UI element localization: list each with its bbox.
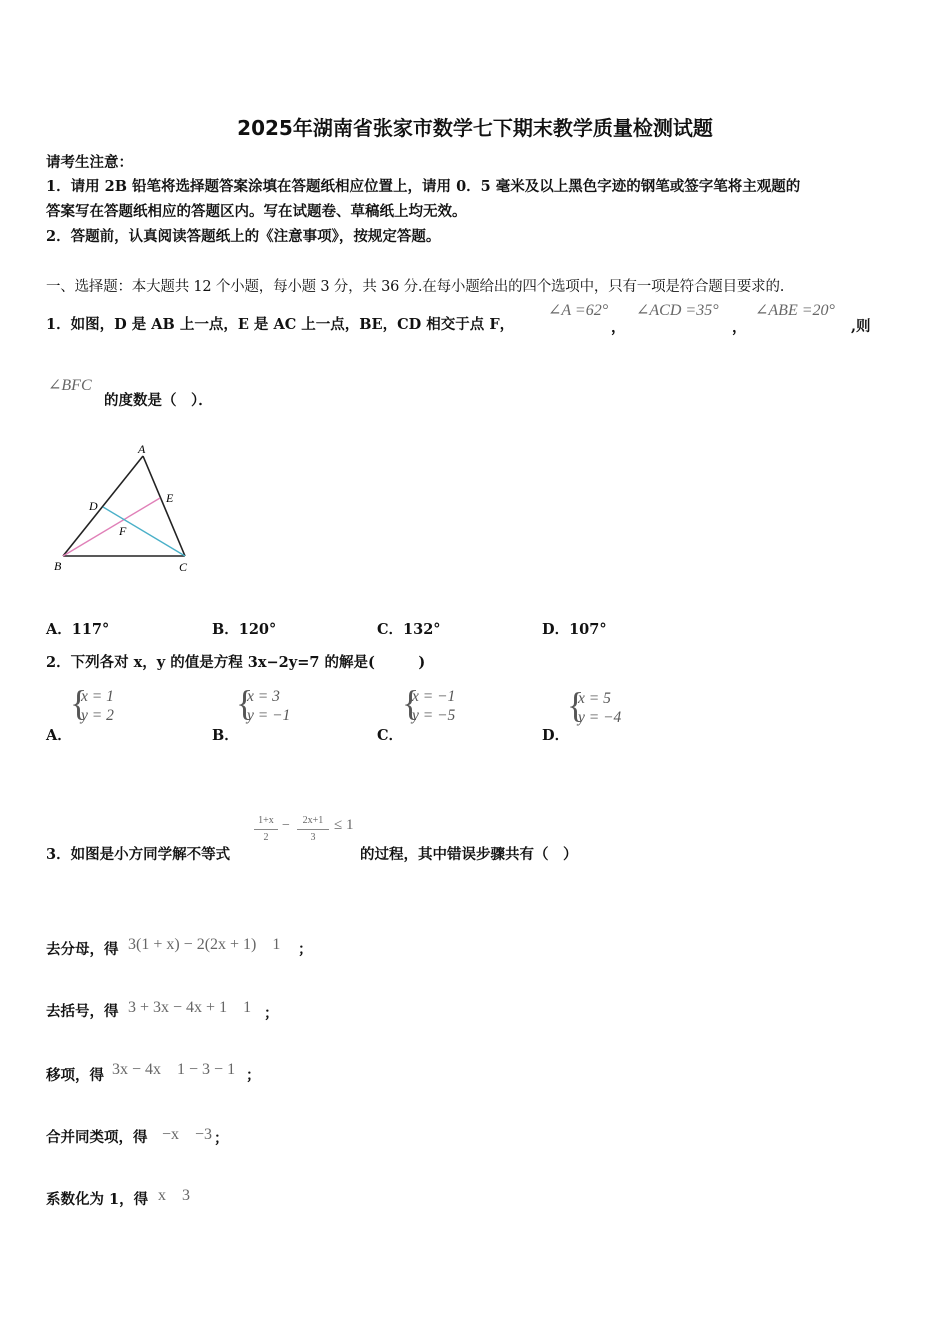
q3-tail: 的过程，其中错误步骤共有（ ） — [360, 846, 578, 863]
q3-step-3-expr: 3x − 4x 1 − 3 − 1 — [112, 1061, 236, 1078]
segment-be — [63, 498, 160, 556]
q3-step-3-end: ； — [246, 1067, 261, 1084]
label-f: F — [119, 524, 127, 538]
ineq-bar-1 — [254, 829, 278, 830]
ineq-den-2: 3 — [310, 832, 316, 843]
q1-text: 1．如图，D 是 AB 上一点，E 是 AC 上一点，BE，CD 相交于点 F， — [46, 316, 515, 333]
q1-angle-bfc: ∠BFC — [48, 377, 92, 394]
label-d: D — [89, 499, 98, 513]
q3-step-4-end: ； — [214, 1130, 229, 1147]
page-title: 2025年湖南省张家市数学七下期末教学质量检测试题 — [237, 116, 713, 140]
ineq-num-1: 1+x — [258, 815, 274, 826]
q3-step-2-end: ； — [264, 1005, 279, 1022]
q3-step-3-label: 移项，得 — [46, 1067, 104, 1084]
label-b: B — [54, 559, 62, 573]
q2-c-brace: { — [402, 683, 420, 723]
q2-option-c[interactable]: C． — [377, 727, 404, 744]
label-a: A — [138, 442, 146, 456]
segment-cd — [103, 507, 185, 556]
q2-c-system: x = −1 y = −5 — [412, 688, 456, 724]
q3-text: 3．如图是小方同学解不等式 — [46, 846, 231, 863]
q1-condition-a: ∠A =62° — [548, 302, 609, 319]
q1-option-b[interactable]: B．120° — [212, 621, 277, 638]
q2-a-system: x = 1 y = 2 — [81, 688, 114, 724]
q2-b-system: x = 3 y = −1 — [247, 688, 291, 724]
q1-condition-acd: ∠ACD =35° — [636, 302, 719, 319]
q1-then: ,则 — [851, 318, 871, 335]
notice-line-1b: 答案写在答题纸相应的答题区内。写在试题卷、草稿纸上均无效。 — [46, 203, 467, 220]
ineq-den-1: 2 — [263, 832, 269, 843]
q1-separator-1: ， — [611, 319, 626, 336]
q3-step-1-label: 去分母，得 — [46, 941, 119, 958]
q3-step-2-label: 去括号，得 — [46, 1003, 119, 1020]
q1-option-a[interactable]: A．117° — [46, 621, 110, 638]
label-c: C — [179, 560, 188, 574]
ineq-minus: − — [282, 818, 290, 833]
q1-condition-abe: ∠ABE =20° — [755, 302, 835, 319]
q2-d-brace: { — [567, 685, 585, 725]
section-1-heading: 一、选择题：本大题共 12 个小题，每小题 3 分，共 36 分.在每小题给出的四个选项中，只有一项是符合题目要求的. — [46, 279, 785, 295]
side-ab — [63, 456, 143, 556]
notice-heading: 请考生注意： — [46, 154, 133, 171]
q3-step-1-end: ； — [298, 941, 313, 958]
ineq-rhs: ≤ 1 — [334, 817, 354, 833]
q2-option-d[interactable]: D． — [542, 727, 570, 744]
q2-d-system: x = 5 y = −4 — [578, 690, 622, 726]
ineq-num-2: 2x+1 — [302, 815, 324, 826]
q2-option-a[interactable]: A． — [46, 727, 72, 744]
q2-text: 2．下列各对 x，y 的值是方程 3x−2y=7 的解是( ) — [46, 654, 426, 671]
q3-step-5-label: 系数化为 1，得 — [46, 1191, 149, 1208]
q1-option-c[interactable]: C．132° — [377, 621, 441, 638]
q1-triangle-figure — [44, 440, 204, 580]
q3-step-4-expr: −x −3 — [162, 1126, 213, 1143]
label-e: E — [166, 491, 174, 505]
q3-step-4-label: 合并同类项，得 — [46, 1129, 148, 1146]
notice-line-1a: 1．请用 2B 铅笔将选择题答案涂填在答题纸相应位置上，请用 0．5 毫米及以上黑色字迹的钢笔或签字笔将主观题的 — [46, 178, 801, 195]
q2-a-brace: { — [70, 683, 88, 723]
q2-option-b[interactable]: B． — [212, 727, 239, 744]
q3-step-1-expr: 3(1 + x) − 2(2x + 1) 1 — [128, 936, 281, 953]
q1-ask: 的度数是（ ）． — [104, 392, 213, 409]
q2-b-brace: { — [236, 683, 254, 723]
ineq-bar-2 — [297, 829, 329, 830]
q1-separator-2: ， — [732, 319, 747, 336]
q3-step-5-expr: x 3 — [158, 1187, 191, 1204]
q3-step-2-expr: 3 + 3x − 4x + 1 1 — [128, 999, 252, 1016]
side-ac — [143, 456, 185, 556]
q1-option-d[interactable]: D．107° — [542, 621, 607, 638]
notice-line-2: 2．答题前，认真阅读答题纸上的《注意事项》，按规定答题。 — [46, 228, 441, 245]
